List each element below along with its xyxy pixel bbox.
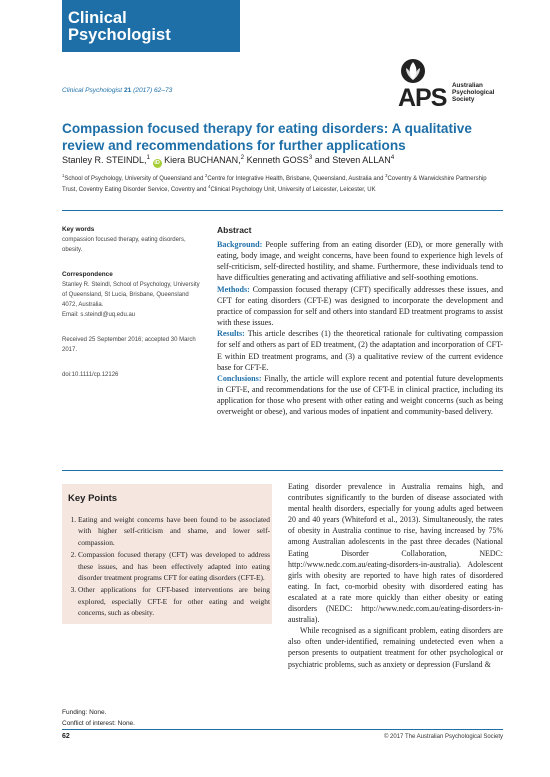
affiliations: $^1$School of Psychology, University of Queensland and $^2$Centre for Integrative Health, Brisbane, Queensland, Australia and $^3$Coventry & Warwickshire Partnership Trust, Coventry Eating Disorder Service, Coventry and $^4$Clinical Psychology Unit, University of Leicester, Leicester, UK [62, 173, 487, 193]
article-title: Compassion focused therapy for eating disorders: A qualitative review and recommendations for further applications [62, 121, 472, 153]
citation-pages: (2017) 62–73 [131, 87, 173, 94]
keywords: compassion focused therapy, eating disorders, obesity. [62, 237, 186, 253]
author-2: Kiera BUCHANAN,$^2$ [164, 154, 245, 165]
abstract-heading: Abstract [217, 225, 252, 235]
abstract-results: Results: This article describes (1) the theoretical rationale for cultivating compassion for self and others as part of ED treatment, (2) the adaptation and incorporation of CFT-E within ED treatment programs, and (3) a qualitative review of the current evidence base for CFT-E. [217, 329, 503, 372]
correspondence-email[interactable]: Email: s.steindl@uq.edu.au [62, 312, 136, 318]
journal-banner [62, 0, 240, 52]
author-3: Kenneth GOSS$^3$ [246, 154, 313, 165]
doi-link[interactable]: doi:10.1111/cp.12126 [62, 372, 119, 378]
article-sidebar [62, 225, 202, 380]
footnotes [62, 707, 135, 729]
key-point-item: 3. Other applications for CFT-based interventions are being explored, especially CFT-E for other eating and weight concerns, such as obesity. [78, 584, 270, 618]
conflict-note: Conflict of interest: None. [62, 720, 135, 727]
aps-society-line1: Australian [452, 82, 483, 89]
journal-name-line1: Clinical [68, 9, 127, 27]
body-text-column [288, 481, 503, 670]
aps-society-name [452, 82, 494, 104]
correspondence-heading: Correspondence [62, 271, 113, 278]
journal-name-line2: Psychologist [68, 26, 171, 44]
copyright-notice: © 2017 The Australian Psychological Society [383, 734, 503, 740]
author-list [62, 155, 502, 168]
key-point-item: 1. Eating and weight concerns have been found to be associated with higher self-criticism and shame, and lower self-compassion. [78, 514, 270, 548]
orcid-icon[interactable]: iD [154, 160, 160, 166]
aps-letters: APS [398, 84, 447, 112]
key-point-item: 2. Compassion focused therapy (CFT) was developed to address these issues, and has been effectively adapted into eating disorder treatment programs CFT for eating disorders (CFT-E). [78, 549, 270, 583]
funding-note: Funding: None. [62, 709, 107, 716]
body-paragraph: Eating disorder prevalence in Australia remains high, and contributes significantly to the burden of disease associated with mental health disorders, especially for young adults aged between 20 and 40 years (Whiteford et al., 2013). Simultaneously, the rates of obesity in Australia continue to rise, having increased by 75% among Australian adolescents in the past three decades (National Eating Disorder Collaboration, NEDC: http://www.nedc.com.au/eating-disorders-in-australia). Adolescent girls with obesity are reported to have high rates of disordered eating. In fact, co-morbid obesity with disordered eating has escalated at a rate more quickly than either obesity or eating disorders (NEDC: http://www.nedc.com.au/eating-disorders-in-australia). [288, 482, 503, 625]
keywords-heading: Key words [62, 226, 95, 233]
received-accepted-dates: Received 25 September 2016; accepted 30 March 2017. [62, 337, 196, 353]
aps-emblem-icon [400, 58, 426, 84]
author-4: Steven ALLAN$^4$ [332, 154, 395, 165]
key-points-heading: Key Points [68, 493, 118, 504]
aps-society-line3: Society [452, 96, 475, 104]
citation-volume: 21 [123, 87, 132, 94]
correspondence-address: Stanley R. Steindl, School of Psychology, University of Queensland, St Lucia, Brisbane, Queensland 4072, Australia. [62, 282, 200, 308]
citation [62, 87, 172, 94]
author-and: and [312, 155, 333, 165]
key-points-list [64, 514, 270, 620]
key-points-box [62, 484, 272, 624]
abstract-divider [62, 470, 503, 471]
page-number: 62 [62, 733, 70, 740]
abstract-conclusions: Conclusions: Finally, the article will explore recent and potential future developments in CFT-E, and recommendations for the use of CFT-E in clinical practice, including its application for those who present with other eating and weight concerns (such as being overweight or obese), and various modes of inpatient and community-based delivery. [217, 373, 503, 417]
author-1: Stanley R. STEINDL,$^1$ [62, 154, 151, 165]
abstract-methods: Methods: Compassion focused therapy (CFT) specifically addresses these issues, and CFT for eating disorders (CFT-E) was designed to incorporate the development and practice of compassion for self and others into standard ED treatment programs to assist with these issues. [217, 284, 503, 328]
footer-divider [62, 729, 503, 730]
abstract [217, 225, 503, 418]
aps-logo [398, 58, 495, 112]
aps-society-line2: Psychological [452, 89, 495, 97]
header-divider [62, 210, 503, 211]
abstract-background: Background: People suffering from an eating disorder (ED), or more generally with eating, body image, and weight concerns, have been found to experience high levels of self-criticism, self-directed hostility, and shame. Furthermore, these individuals tend to have difficulties generating and activating affiliative and self-soothing emotions. [217, 240, 503, 283]
body-paragraph: While recognised as a significant problem, eating disorders are also often under-identified, remaining undetected even when a person presents to outpatient treatment for other psychological or psychiatric problems, such as anxiety or depression (Fursland & [288, 626, 503, 669]
citation-prefix: Clinical Psychologist [62, 87, 124, 94]
